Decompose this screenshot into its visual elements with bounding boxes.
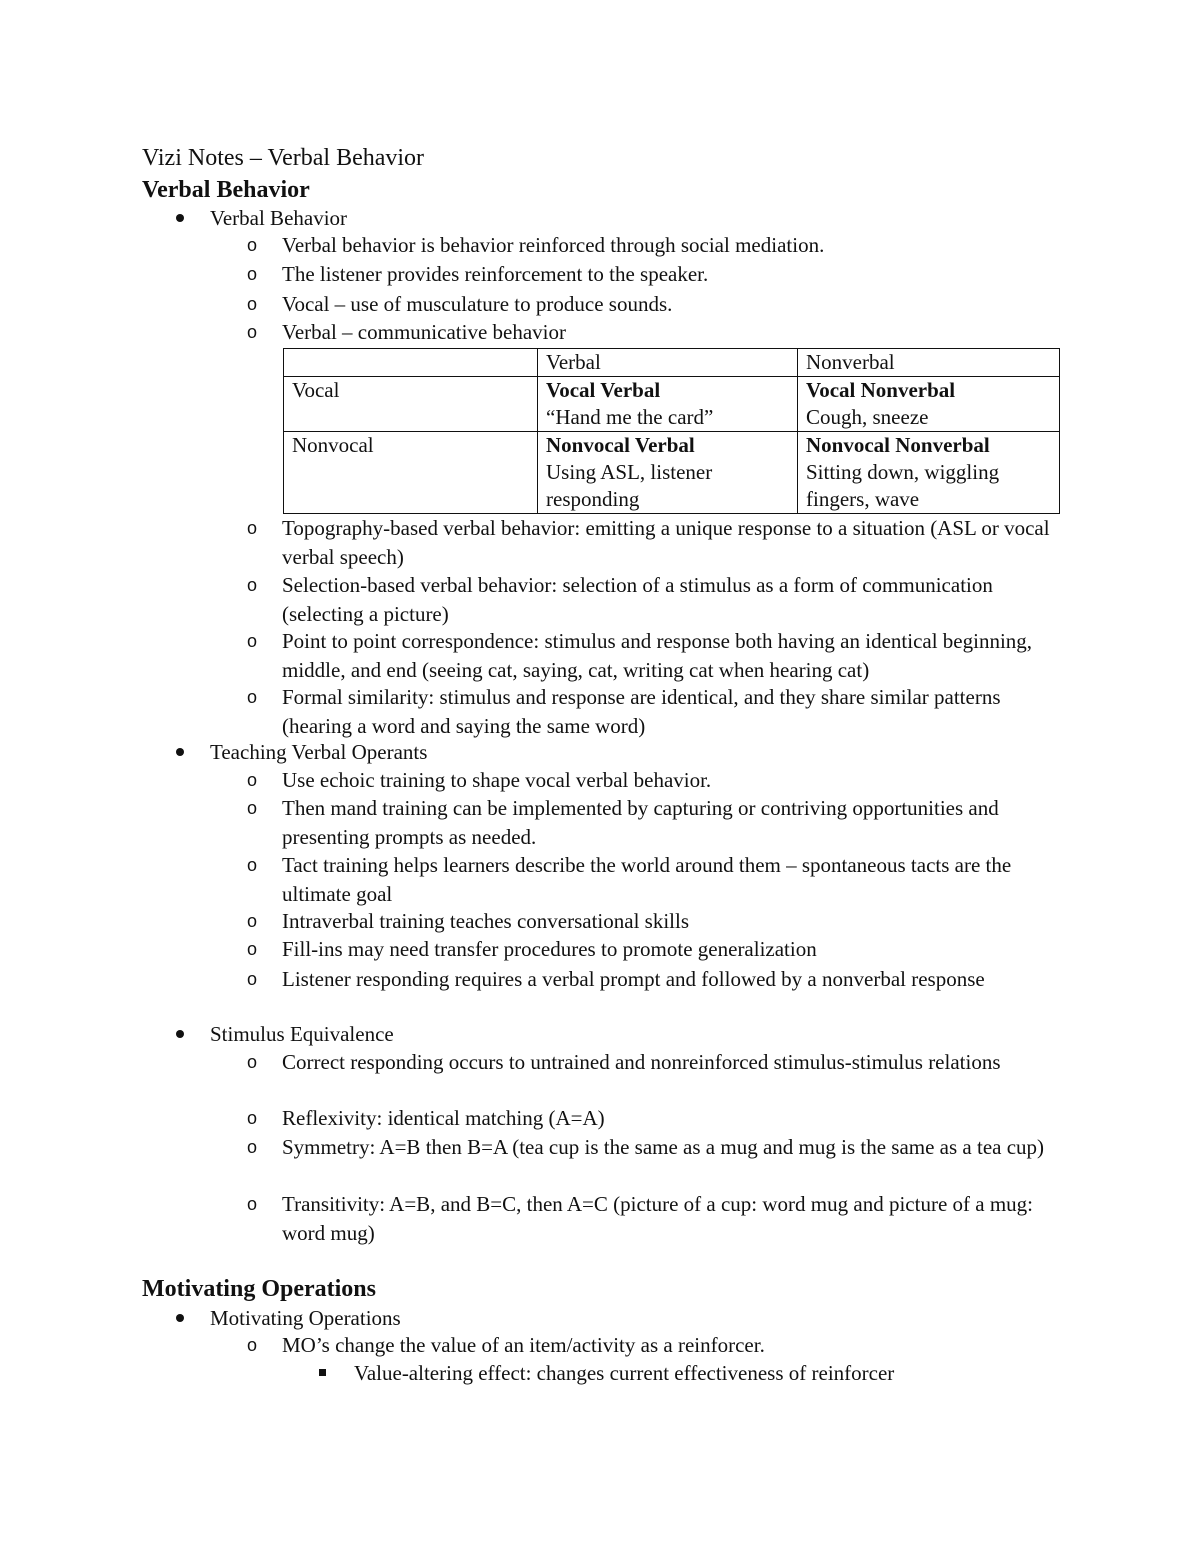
bullet-square-icon: [319, 1369, 326, 1376]
bullet-circle-icon: o: [247, 1052, 258, 1072]
table-cell-title: Vocal Nonverbal: [806, 378, 956, 402]
list-item: Transitivity: A=B, and B=C, then A=C (picture of a cup: word mug and picture of a mug: word mug): [282, 1192, 1033, 1245]
bullet-dot-icon: [176, 1030, 184, 1038]
table-cell: [798, 377, 1060, 432]
bullet-circle-icon: o: [247, 969, 258, 989]
section-heading-motivating-operations: Motivating Operations: [142, 1276, 376, 1302]
bullet-circle-icon: o: [247, 687, 258, 707]
bullet-dot-icon: [176, 214, 184, 222]
document-title: Vizi Notes – Verbal Behavior: [142, 145, 425, 171]
bullet-dot-icon: [176, 748, 184, 756]
bullet-circle-icon: o: [247, 939, 258, 959]
list-item: Fill-ins may need transfer procedures to promote generalization: [282, 937, 817, 961]
topic-label: Teaching Verbal Operants: [210, 740, 428, 764]
bullet-circle-icon: o: [247, 294, 258, 314]
list-item: Point to point correspondence: stimulus and response both having an identical beginning, middle, and end (seeing cat, saying, cat, writing cat when hearing cat): [282, 629, 1033, 682]
list-item: Correct responding occurs to untrained and nonreinforced stimulus-stimulus relations: [282, 1050, 1001, 1074]
table-header-cell: Verbal: [538, 349, 798, 377]
table-cell: [538, 377, 798, 432]
table-cell-example: Sitting down, wiggling fingers, wave: [806, 460, 1000, 511]
list-item: Verbal behavior is behavior reinforced through social mediation.: [282, 233, 825, 257]
table-cell-example: Using ASL, listener responding: [546, 460, 713, 511]
bullet-circle-icon: o: [247, 855, 258, 875]
bullet-circle-icon: o: [247, 911, 258, 931]
list-item: Formal similarity: stimulus and response are identical, and they share similar patterns (hearing a word and saying the same word): [282, 685, 1001, 738]
list-item: Use echoic training to shape vocal verbal behavior.: [282, 768, 712, 792]
topic-label: Motivating Operations: [210, 1306, 401, 1330]
topic-label: Verbal Behavior: [210, 206, 348, 230]
bullet-circle-icon: o: [247, 631, 258, 651]
list-item: Reflexivity: identical matching (A=A): [282, 1106, 605, 1130]
table-cell: [538, 432, 798, 514]
bullet-circle-icon: o: [247, 518, 258, 538]
list-item: Listener responding requires a verbal prompt and followed by a nonverbal response: [282, 967, 985, 991]
table-row-label: Nonvocal: [284, 432, 538, 514]
list-item: Symmetry: A=B then B=A (tea cup is the same as a mug and mug is the same as a tea cup): [282, 1135, 1045, 1159]
bullet-circle-icon: o: [247, 1137, 258, 1157]
table-row: [284, 377, 1060, 432]
bullet-circle-icon: o: [247, 798, 258, 818]
list-item: Topography-based verbal behavior: emitting a unique response to a situation (ASL or vocal verbal speech): [282, 516, 1050, 569]
bullet-circle-icon: o: [247, 770, 258, 790]
bullet-circle-icon: o: [247, 264, 258, 284]
table-cell-example: Cough, sneeze: [806, 405, 929, 429]
table-cell-title: Nonvocal Verbal: [546, 433, 695, 457]
list-item: The listener provides reinforcement to the speaker.: [282, 262, 709, 286]
bullet-dot-icon: [176, 1314, 184, 1322]
bullet-circle-icon: o: [247, 1108, 258, 1128]
list-item: Vocal – use of musculature to produce sounds.: [282, 292, 673, 316]
bullet-circle-icon: o: [247, 235, 258, 255]
verbal-nonverbal-table: [283, 348, 1060, 514]
sub-list-item: Value-altering effect: changes current effectiveness of reinforcer: [354, 1361, 895, 1385]
list-item: Then mand training can be implemented by capturing or contriving opportunities and presenting prompts as needed.: [282, 796, 999, 849]
table-cell-title: Vocal Verbal: [546, 378, 661, 402]
bullet-circle-icon: o: [247, 1194, 258, 1214]
section-heading-verbal-behavior: Verbal Behavior: [142, 177, 310, 203]
bullet-circle-icon: o: [247, 575, 258, 595]
table-row-label: Vocal: [284, 377, 538, 432]
table-cell-example: “Hand me the card”: [546, 405, 714, 429]
table-cell-title: Nonvocal Nonverbal: [806, 433, 990, 457]
table-header-row: [284, 349, 1060, 377]
list-item: Verbal – communicative behavior: [282, 320, 566, 344]
bullet-circle-icon: o: [247, 322, 258, 342]
list-item: Selection-based verbal behavior: selection of a stimulus as a form of communication (selecting a picture): [282, 573, 993, 626]
list-item: Tact training helps learners describe the world around them – spontaneous tacts are the ultimate goal: [282, 853, 1012, 906]
table-header-cell: Nonverbal: [798, 349, 1060, 377]
bullet-circle-icon: o: [247, 1335, 258, 1355]
table-row: [284, 432, 1060, 514]
list-item: MO’s change the value of an item/activity as a reinforcer.: [282, 1333, 765, 1357]
topic-label: Stimulus Equivalence: [210, 1022, 394, 1046]
list-item: Intraverbal training teaches conversational skills: [282, 909, 690, 933]
table-cell: [798, 432, 1060, 514]
table-header-cell: [284, 349, 538, 377]
